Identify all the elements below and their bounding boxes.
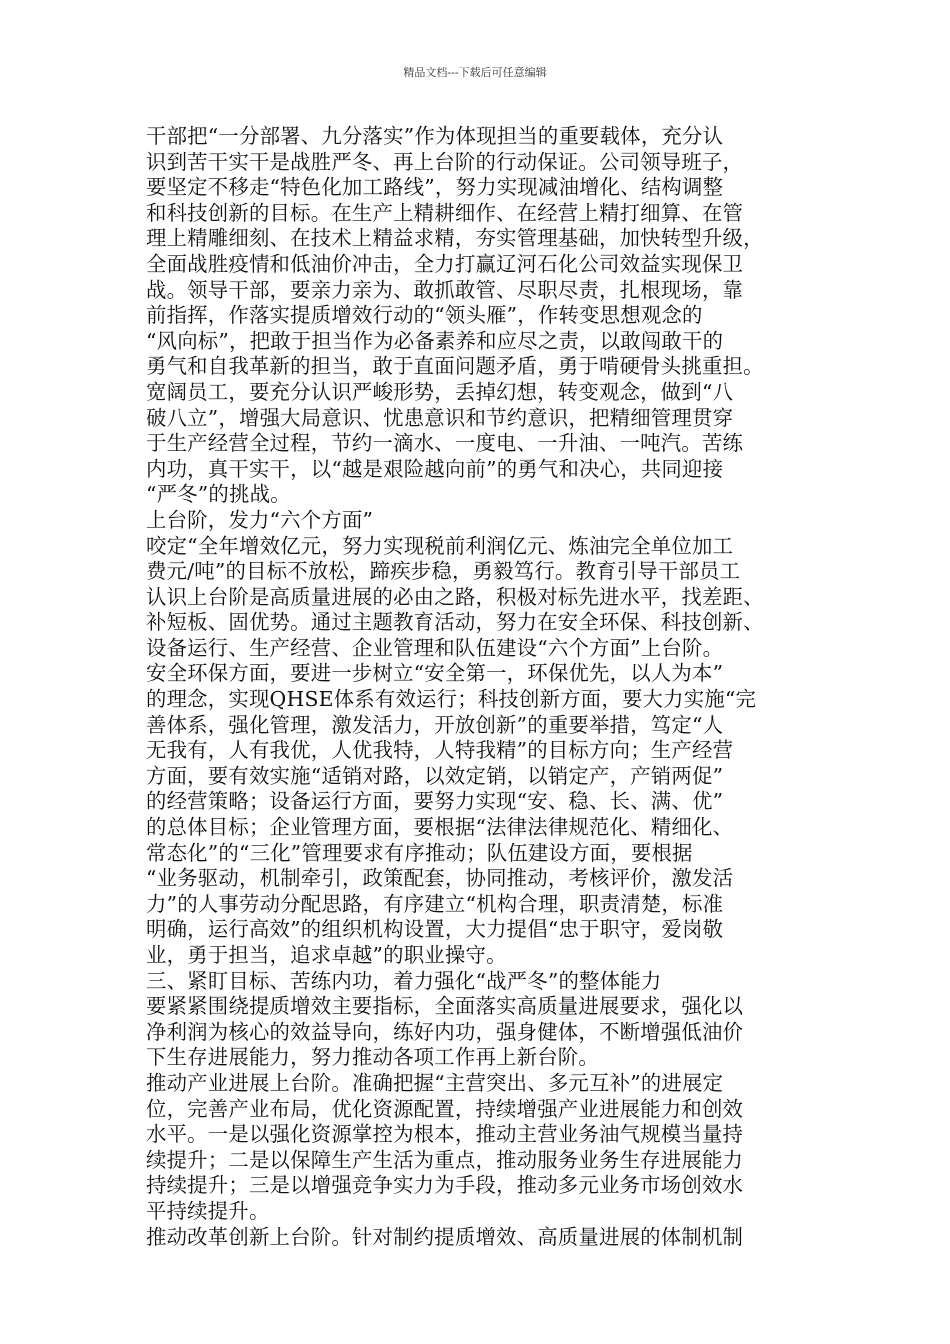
text-line: 净利润为核心的效益导向，练好内功，强身健体，不断增强低油价 [146,1019,744,1044]
text-line: 设备运行、生产经营、企业管理和队伍建设“六个方面”上台阶。 [146,635,724,660]
text-line: 补短板、固优势。通过主题教育活动，努力在安全环保、科技创新、 [146,610,764,635]
text-line: 推动产业进展上台阶。准确把握“主营突出、多元互补”的进展定 [146,1070,724,1095]
document-body [146,124,814,1250]
text-line: 力”的人事劳动分配思路，有序建立“机构合理，职责清楚，标准 [146,891,724,916]
text-line: 识到苦干实干是战胜严冬、再上台阶的行动保证。公司领导班子， [146,149,744,174]
text-line: 水平。一是以强化资源掌控为根本，推动主营业务油气规模当量持 [146,1122,744,1147]
text-line: 理上精雕细刻、在技术上精益求精，夯实管理基础，加快转型升级， [146,226,764,251]
text-line: 前指挥，作落实提质增效行动的“领头雁”，作转变思想观念的 [146,303,703,328]
text-line: 续提升；二是以保障生产生活为重点，推动服务业务生存进展能力 [146,1147,744,1172]
text-line: 的总体目标；企业管理方面，要根据“法律法律规范化、精细化、 [146,815,734,840]
text-line: 宽阔员工，要充分认识严峻形势，丢掉幻想，转变观念，做到“八 [146,379,734,404]
text-line: 安全环保方面，要进一步树立“安全第一，环保优先，以人为本” [146,661,724,686]
text-line: 善体系，强化管理，激发活力，开放创新”的重要举措，笃定“人 [146,712,724,737]
text-line: 平持续提升。 [146,1198,270,1223]
text-line: 要紧紧围绕提质增效主要指标，全面落实高质量进展要求，强化以 [146,994,744,1019]
text-line: 和科技创新的目标。在生产上精耕细作、在经营上精打细算、在管 [146,200,744,225]
text-line: 常态化”的“三化”管理要求有序推动；队伍建设方面，要根据 [146,840,693,865]
text-line: 要坚定不移走“特色化加工路线”，努力实现减油增化、结构调整 [146,175,724,200]
text-line: 无我有，人有我优，人优我特，人特我精”的目标方向；生产经营 [146,738,734,763]
text-line: 的理念，实现QHSE体系有效运行；科技创新方面，要大力实施“完 [146,687,757,712]
text-line: 推动改革创新上台阶。针对制约提质增效、高质量进展的体制机制 [146,1224,744,1249]
text-line: 于生产经营全过程，节约一滴水、一度电、一升油、一吨汽。苦练 [146,431,744,456]
text-line: 认识上台阶是高质量进展的必由之路，积极对标先进水平，找差距、 [146,584,764,609]
page-header: 精品文档---下载后可任意编辑 [403,66,547,79]
text-line: 勇气和自我革新的担当，敢于直面问题矛盾，勇于啃硬骨头挑重担。 [146,354,764,379]
text-line: “风向标”，把敢于担当作为必备素养和应尽之责，以敢闯敢干的 [146,328,724,353]
text-line: 咬定“全年增效亿元，努力实现税前利润亿元、炼油完全单位加工 [146,533,734,558]
text-line: 三、紧盯目标、苦练内功，着力强化“战严冬”的整体能力 [146,968,662,993]
text-line: 方面，要有效实施“适销对路，以效定销，以销定产，产销两促” [146,763,724,788]
text-line: 位，完善产业布局，优化资源配置，持续增强产业进展能力和创效 [146,1096,744,1121]
text-line: “严冬”的挑战。 [146,482,291,507]
text-line: 全面战胜疫情和低油价冲击，全力打赢辽河石化公司效益实现保卫 [146,251,744,276]
text-line: 明确，运行高效”的组织机构设置，大力提倡“忠于职守，爱岗敬 [146,917,724,942]
text-line: 下生存进展能力，努力推动各项工作再上新台阶。 [146,1045,599,1070]
text-line: 的经营策略；设备运行方面，要努力实现“安、稳、长、满、优” [146,789,724,814]
text-line: 持续提升；三是以增强竞争实力为手段，推动多元业务市场创效水 [146,1173,744,1198]
text-line: 内功，真干实干，以“越是艰险越向前”的勇气和决心，共同迎接 [146,456,724,481]
text-line: 费元/吨”的目标不放松，蹄疾步稳，勇毅笃行。教育引导干部员工 [146,559,741,584]
text-line: 破八立”，增强大局意识、忧患意识和节约意识，把精细管理贯穿 [146,405,734,430]
text-line: 上台阶，发力“六个方面” [146,507,374,532]
text-line: 战。领导干部，要亲力亲为、敢抓敢管、尽职尽责，扎根现场，靠 [146,277,744,302]
text-line: 业，勇于担当，追求卓越”的职业操守。 [146,943,507,967]
text-line: “业务驱动，机制牵引，政策配套，协同推动，考核评价，激发活 [146,866,734,891]
text-line: 干部把“一分部署、九分落实”作为体现担当的重要载体，充分认 [146,124,724,148]
